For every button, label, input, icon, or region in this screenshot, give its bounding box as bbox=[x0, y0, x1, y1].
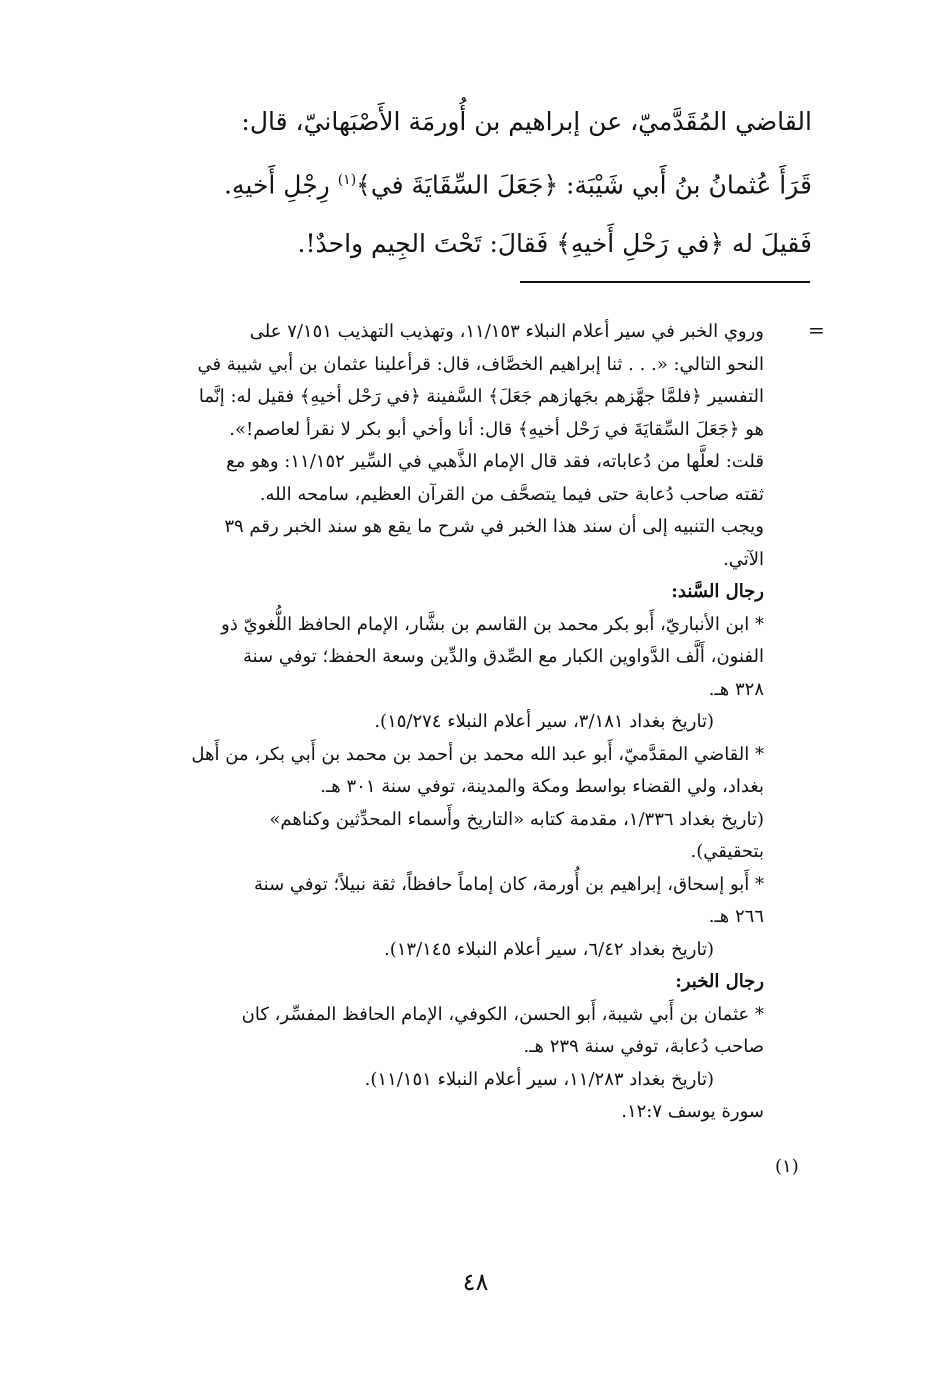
main-line-1: القاضي المُقَدَّميّ، عن إبراهيم بن أُورمَة الأَصْبَهانيّ، قال: bbox=[241, 107, 812, 136]
main-text bbox=[160, 92, 812, 273]
sanad-reference: (تاريخ بغداد ٦/٤٢، سير أعلام النبلاء ١٣/١٤٥). bbox=[383, 938, 714, 960]
sanad-line: * القاضي المقدَّميّ، أَبو عبد الله محمد بن أحمد بن محمد بن أَبي بكر، من أَهل bbox=[191, 743, 764, 765]
sanad-line: الفنون، أَلَّف الدَّواوين الكبار مع الصِّدق والدِّين وسعة الحفظ؛ توفي سنة bbox=[242, 646, 764, 667]
sanad-line: بغداد، ولي القضاء بواسط ومكة والمدينة، توفي سنة ٣٠١ هـ. bbox=[320, 776, 764, 797]
footnotes bbox=[106, 316, 764, 1129]
footnote-separator bbox=[520, 281, 810, 283]
main-line-2-tail: رِجْلِ أَخيهِ. bbox=[224, 170, 338, 200]
continuation-mark: = bbox=[808, 318, 825, 342]
rijal-khabar-heading: رجال الخبر: bbox=[675, 971, 764, 992]
khabar-line: صاحب دُعابة، توفي سنة ٢٣٩ هـ. bbox=[523, 1036, 764, 1057]
sanad-line: ٣٢٨ هـ. bbox=[708, 678, 764, 700]
sanad-reference: (تاريخ بغداد ١/٣٣٦، مقدمة كتابه «التاريخ وأَسماء المحدِّثين وكناهم» bbox=[269, 808, 764, 830]
footnote-1-number: (١) bbox=[775, 1156, 799, 1177]
footnote-line: قلت: لعلَّها من دُعاباته، فقد قال الإمام الذَّهبي في السِّير ١١/١٥٢: وهو مع bbox=[226, 451, 764, 472]
khabar-reference: (تاريخ بغداد ١١/٢٨٣، سير أعلام النبلاء ١١/١٥١). bbox=[364, 1068, 714, 1090]
footnote-line: الآتي. bbox=[722, 548, 764, 570]
footnote-line: التفسير ﴿فلمَّا جهَّزهم بجَهازهم جَعَلَ﴾ السَّفينة ﴿في رَحْل أخيهِ﴾ فقيل له: إنَّما bbox=[198, 386, 764, 407]
sanad-line: * أَبو إسحاق، إبراهيم بن أُورمة، كان إماماً حافظاً، ثقة نبيلاً؛ توفي سنة bbox=[254, 873, 764, 895]
footnote-1-text: سورة يوسف ١٢:٧. bbox=[621, 1101, 764, 1122]
page-number: ٤٨ bbox=[462, 1268, 489, 1296]
sanad-reference: (تاريخ بغداد ٣/١٨١، سير أعلام النبلاء ١٥/٢٧٤). bbox=[374, 711, 714, 732]
footnote-line: النحو التالي: «. . . ثنا إبراهيم الخصَّاف، قال: قرأعلينا عثمان بن أبي شيبة في bbox=[197, 353, 764, 375]
footnote-line: ويجب التنبيه إلى أن سند هذا الخبر في شرح ما يقع هو سند الخبر رقم ٣٩ bbox=[224, 516, 764, 537]
main-line-2-text: قَرَأَ عُثمانُ بنُ أَبي شَيْبَة: ﴿جَعَلَ السِّقَايَةَ في﴾ bbox=[356, 170, 812, 200]
main-line-3: فَقيلَ له ﴿في رَحْلِ أَخيهِ﴾ فَقالَ: تَحْتَ الجِيم واحدٌ!. bbox=[297, 229, 812, 259]
footnote-line: ثقته صاحب دُعابة حتى فيما يتصحَّف من القرآن العظيم، سامحه الله. bbox=[259, 483, 764, 505]
khabar-line: * عثمان بن أَبي شيبة، أَبو الحسن، الكوفي، الإمام الحافظ المفسِّر، كان bbox=[241, 1003, 764, 1025]
footnote-line: وروي الخبر في سير أعلام النبلاء ١١/١٥٣، وتهذيب التهذيب ٧/١٥١ على bbox=[249, 321, 764, 342]
rijal-sanad-heading: رجال السَّند: bbox=[671, 581, 764, 602]
sanad-line: ٢٦٦ هـ. bbox=[708, 906, 764, 927]
main-line-2 bbox=[160, 151, 812, 214]
footnote-ref-1: (١) bbox=[337, 172, 357, 188]
sanad-reference: بتحقيقي). bbox=[690, 841, 764, 862]
footnote-line: هو ﴿جَعَلَ السِّقايَةَ في رَحْل أخيهِ﴾ قال: أنا وأخي أبو بكر لا نقرأ لعاصم!». bbox=[229, 418, 764, 440]
sanad-line: * ابن الأنباريّ، أَبو بكر محمد بن القاسم بن بشَّار، الإمام الحافظ اللُّغويّ ذو bbox=[221, 613, 764, 635]
